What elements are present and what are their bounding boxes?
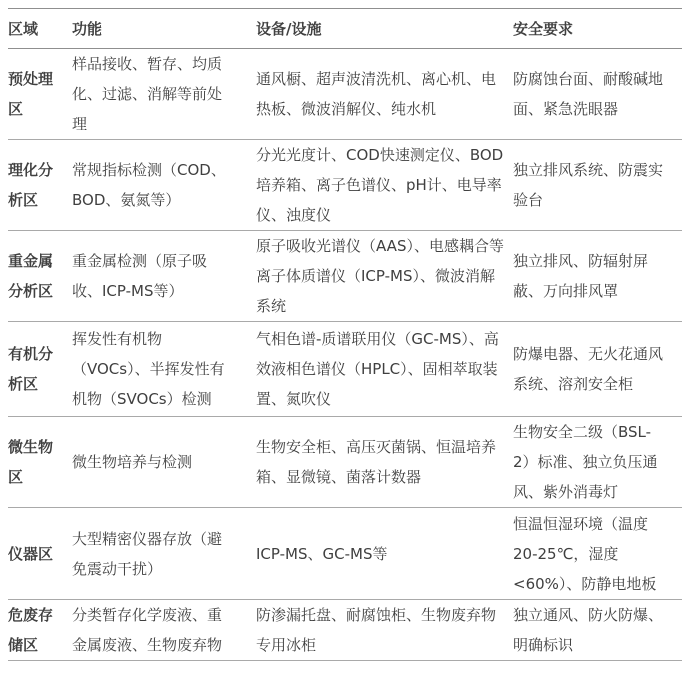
cell-equipment: 原子吸收光谱仪（AAS）、电感耦合等离子体质谱仪（ICP-MS）、微波消解系统 bbox=[248, 231, 505, 322]
table-row bbox=[8, 49, 682, 140]
column-header-equipment: 设备/设施 bbox=[248, 9, 505, 49]
cell-function: 大型精密仪器存放（避免震动干扰） bbox=[64, 508, 248, 600]
cell-function: 分类暂存化学废液、重金属废液、生物废弃物 bbox=[64, 600, 248, 661]
cell-zone: 仪器区 bbox=[8, 508, 64, 600]
table-row bbox=[8, 322, 682, 417]
cell-equipment: 气相色谱-质谱联用仪（GC-MS）、高效液相色谱仪（HPLC）、固相萃取装置、氮吹仪 bbox=[248, 322, 505, 417]
cell-function: 常规指标检测（COD、BOD、氨氮等） bbox=[64, 140, 248, 231]
cell-safety: 独立通风、防火防爆、明确标识 bbox=[505, 600, 682, 661]
cell-function: 微生物培养与检测 bbox=[64, 417, 248, 508]
cell-function: 样品接收、暂存、均质化、过滤、消解等前处理 bbox=[64, 49, 248, 140]
column-header-zone: 区域 bbox=[8, 9, 64, 49]
cell-zone: 危废存储区 bbox=[8, 600, 64, 661]
table-row bbox=[8, 140, 682, 231]
cell-equipment: 防渗漏托盘、耐腐蚀柜、生物废弃物专用冰柜 bbox=[248, 600, 505, 661]
table-row bbox=[8, 508, 682, 600]
cell-function: 重金属检测（原子吸收、ICP-MS等） bbox=[64, 231, 248, 322]
cell-zone: 理化分析区 bbox=[8, 140, 64, 231]
cell-equipment: 通风橱、超声波清洗机、离心机、电热板、微波消解仪、纯水机 bbox=[248, 49, 505, 140]
cell-safety: 独立排风、防辐射屏蔽、万向排风罩 bbox=[505, 231, 682, 322]
cell-zone: 重金属分析区 bbox=[8, 231, 64, 322]
cell-safety: 独立排风系统、防震实验台 bbox=[505, 140, 682, 231]
table-header-row bbox=[8, 9, 682, 49]
cell-safety: 防爆电器、无火花通风系统、溶剂安全柜 bbox=[505, 322, 682, 417]
cell-safety: 防腐蚀台面、耐酸碱地面、紧急洗眼器 bbox=[505, 49, 682, 140]
cell-safety: 恒温恒湿环境（温度20-25℃，湿度<60%）、防静电地板 bbox=[505, 508, 682, 600]
cell-zone: 有机分析区 bbox=[8, 322, 64, 417]
cell-safety: 生物安全二级（BSL-2）标准、独立负压通风、紫外消毒灯 bbox=[505, 417, 682, 508]
cell-equipment: 生物安全柜、高压灭菌锅、恒温培养箱、显微镜、菌落计数器 bbox=[248, 417, 505, 508]
cell-equipment: ICP-MS、GC-MS等 bbox=[248, 508, 505, 600]
cell-zone: 微生物区 bbox=[8, 417, 64, 508]
table-row bbox=[8, 231, 682, 322]
table-row bbox=[8, 417, 682, 508]
cell-equipment: 分光光度计、COD快速测定仪、BOD培养箱、离子色谱仪、pH计、电导率仪、浊度仪 bbox=[248, 140, 505, 231]
lab-zones-table bbox=[8, 8, 682, 661]
cell-function: 挥发性有机物（VOCs）、半挥发性有机物（SVOCs）检测 bbox=[64, 322, 248, 417]
column-header-function: 功能 bbox=[64, 9, 248, 49]
column-header-safety: 安全要求 bbox=[505, 9, 682, 49]
cell-zone: 预处理区 bbox=[8, 49, 64, 140]
table-row bbox=[8, 600, 682, 661]
